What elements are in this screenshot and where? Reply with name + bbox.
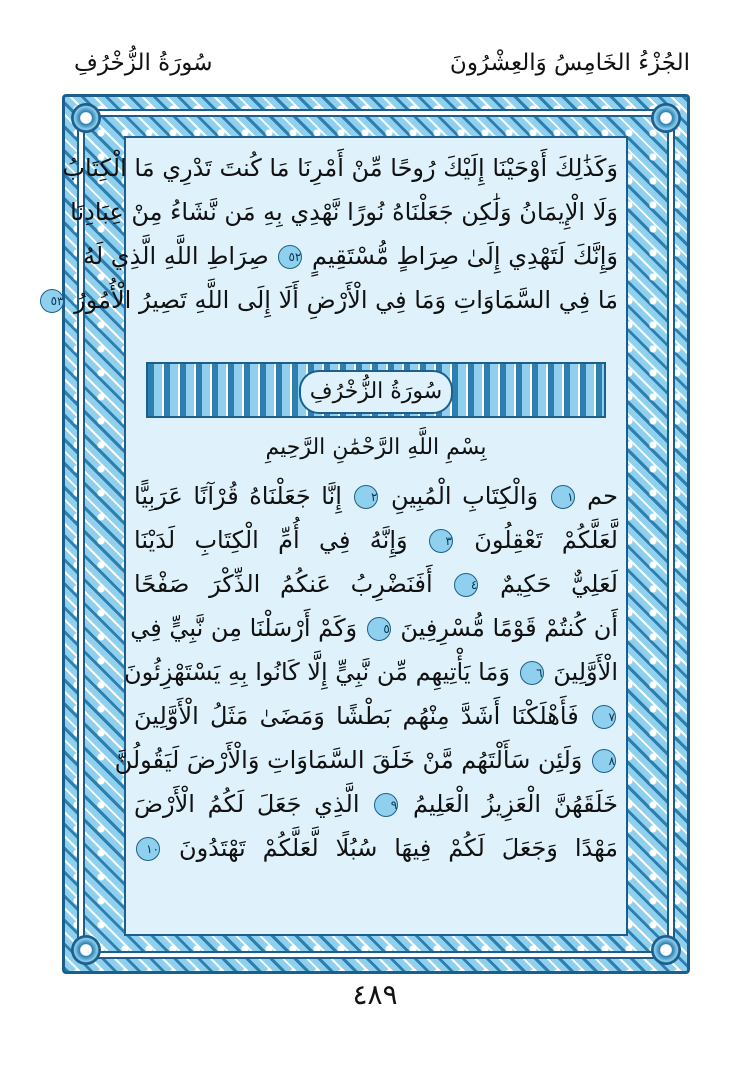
verse-text: خَلَقَهُنَّ الْعَزِيزُ الْعَلِيمُ — [412, 790, 619, 818]
ayah-number-marker: ٣ — [429, 529, 453, 553]
page-header — [60, 46, 690, 86]
ayah-number-marker: ١٠ — [136, 837, 160, 861]
verse-text: وَكَمْ أَرْسَلْنَا مِن نَّبِيٍّ فِي — [130, 614, 358, 642]
verse-text: مَا فِي السَّمَاوَاتِ وَمَا فِي الْأَرْضِ أَلَا إِلَى اللَّهِ تَصِيرُ الْأُمُورُ — [74, 286, 618, 314]
verse-text: وَمَا يَأْتِيهِم مِّن نَّبِيٍّ إِلَّا كَانُوا بِهِ يَسْتَهْزِئُونَ — [124, 658, 510, 686]
verse-text: أَن كُنتُمْ قَوْمًا مُّسْرِفِينَ — [400, 614, 618, 642]
verse-text: حم — [587, 482, 618, 510]
verse-line — [134, 826, 618, 870]
verse-text: إِنَّا جَعَلْنَاهُ قُرْآنًا عَرَبِيًّا — [134, 482, 342, 510]
surah-title-banner — [146, 362, 606, 418]
verse-text: مَهْدًا وَجَعَلَ لَكُمْ فِيهَا سُبُلًا لَّعَلَّكُمْ تَهْتَدُونَ — [178, 834, 619, 862]
ayah-number-marker: ٢ — [354, 485, 378, 509]
surah-name-header: سُورَةُ الزُّخْرُفِ — [74, 50, 213, 76]
verse-text: الَّذِي جَعَلَ لَكُمُ الْأَرْضَ — [134, 790, 360, 818]
ayah-number-marker: ٥٣ — [40, 289, 64, 313]
ayah-number-marker: ٦ — [520, 661, 544, 685]
verse-line — [134, 474, 618, 518]
verse-line — [70, 190, 618, 234]
ayah-number-marker: ٧ — [592, 705, 616, 729]
corner-ornament-icon — [651, 103, 681, 133]
verse-line — [134, 518, 618, 562]
ayah-number-marker: ١ — [551, 485, 575, 509]
corner-ornament-icon — [71, 103, 101, 133]
corner-ornament-icon — [651, 935, 681, 965]
verse-text: وَالْكِتَابِ الْمُبِينِ — [390, 482, 539, 510]
verse-line — [130, 606, 618, 650]
basmala: بِسْمِ اللَّهِ الرَّحْمَٰنِ الرَّحِيمِ — [265, 435, 487, 460]
verse-text: لَّعَلَّكُمْ تَعْقِلُونَ — [474, 526, 618, 554]
juz-name-header: الجُزْءُ الخَامِسُ وَالعِشْرُونَ — [449, 50, 690, 76]
verse-line — [134, 694, 618, 738]
quran-text-area — [50, 136, 628, 936]
verse-text: وَكَذَٰلِكَ أَوْحَيْنَا إِلَيْكَ رُوحًا مِّنْ أَمْرِنَا مَا كُنتَ تَدْرِي مَا الْكِتَابُ — [62, 154, 618, 182]
verse-line — [82, 234, 618, 278]
ayah-number-marker: ٥ — [367, 617, 391, 641]
surah-title: سُورَةُ الزُّخْرُفِ — [299, 370, 453, 414]
ayah-number-marker: ٤ — [454, 573, 478, 597]
verse-text: وَلَا الْإِيمَانُ وَلَٰكِن جَعَلْنَاهُ نُورًا نَّهْدِي بِهِ مَن نَّشَاءُ مِنْ عِبَادِنَا — [70, 198, 618, 226]
verse-text: الْأَوَّلِينَ — [553, 658, 618, 686]
ayah-number-marker: ٥٢ — [278, 245, 302, 269]
verse-text: وَلَئِن سَأَلْتَهُم مَّنْ خَلَقَ السَّمَاوَاتِ وَالْأَرْضَ لَيَقُولُنَّ — [114, 746, 583, 774]
verse-line — [134, 562, 618, 606]
verse-line — [124, 650, 618, 694]
page-number: ٤٨٩ — [352, 978, 398, 1011]
verse-text: أَفَنَضْرِبُ عَنكُمُ الذِّكْرَ صَفْحًا — [134, 570, 433, 598]
verse-text: وَإِنَّكَ لَتَهْدِي إِلَىٰ صِرَاطٍ مُّسْتَقِيمٍ — [311, 242, 618, 270]
verse-text: لَعَلِيٌّ حَكِيمٌ — [500, 570, 618, 598]
corner-ornament-icon — [71, 935, 101, 965]
verse-line — [50, 278, 618, 322]
verse-line — [134, 782, 618, 826]
ayah-number-marker: ٩ — [374, 793, 398, 817]
verse-text: وَإِنَّهُ فِي أُمِّ الْكِتَابِ لَدَيْنَا — [134, 526, 408, 554]
verse-text: فَأَهْلَكْنَا أَشَدَّ مِنْهُم بَطْشًا وَمَضَىٰ مَثَلُ الْأَوَّلِينَ — [134, 702, 579, 730]
verse-line — [114, 738, 618, 782]
verse-line — [62, 146, 618, 190]
ayah-number-marker: ٨ — [592, 749, 616, 773]
verse-text: صِرَاطِ اللَّهِ الَّذِي لَهُ — [82, 242, 269, 270]
